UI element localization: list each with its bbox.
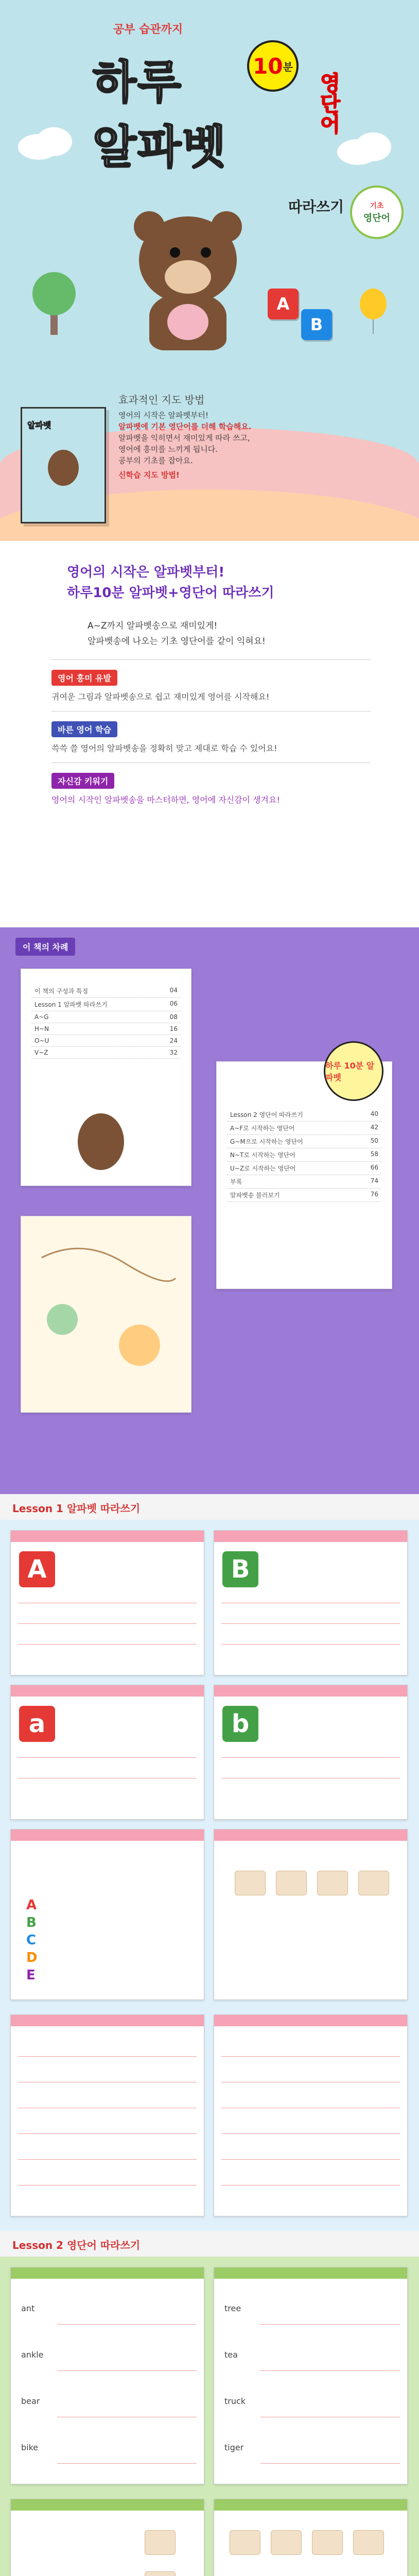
method-box	[118, 392, 319, 481]
intro-lead-1: 영어의 시작은 알파벳부터!	[67, 565, 225, 580]
method-highlight: 신학습 지도 방법!	[118, 470, 180, 480]
map-illustration	[21, 1216, 191, 1413]
cover-title: 알파벳	[27, 420, 51, 430]
word-sheet-right-2	[214, 2499, 408, 2576]
map-doodle-icon	[21, 1216, 191, 1412]
basic-word: 영단어	[363, 213, 391, 224]
section-tag-interest: 영어 흥미 유발	[51, 670, 117, 686]
hero-subtitle: 따라쓰기	[288, 198, 344, 215]
hero-title	[93, 46, 227, 176]
method-line: 알파벳에 기본 영단어를 더해 학습해요.	[118, 422, 252, 431]
intro-point-1: A~Z까지 알파벳송으로 재미있게!	[88, 621, 218, 631]
ten-minute-badge	[247, 40, 299, 92]
lesson2-bar-title: Lesson 2 영단어 따라쓰기	[12, 2239, 141, 2251]
toc-page-right: 하루 10분 알파벳 Lesson 2 영단어 따라쓰기 40 A~F로 시작하는 영단어 42 G~M으로 시작하는 영단어 50 N~T로 시작하는 영단어 58 U~Z로 시작하는 영단어 66 부록 74 알파벳송 불러보기 76	[216, 1061, 392, 1289]
word-sheet-left: ant ankle bear bike	[10, 2267, 204, 2484]
basic-word-badge	[350, 185, 404, 239]
bear-illustration	[78, 1113, 124, 1170]
section-tag-study: 바른 영어 학습	[51, 721, 117, 737]
book-cover-thumbnail	[21, 407, 106, 523]
book-title-badge: 하루 10분 알파벳	[324, 1041, 383, 1101]
method-title: 효과적인 지도 방법	[118, 394, 205, 406]
bear-mascot	[129, 216, 247, 350]
method-line: 공부의 기초를 잡아요.	[118, 456, 193, 465]
intro-point-2: 알파벳송에 나오는 기초 영단어를 같이 익혀요!	[88, 636, 266, 647]
method-line: 알파벳을 익히면서 재미있게 따라 쓰고,	[118, 433, 250, 443]
toc-section	[0, 927, 419, 1494]
section-text-confidence: 영어의 시작인 알파벳송을 마스터하면, 영어에 자신감이 생겨요!	[51, 795, 280, 805]
section-text-study: 쓱쓱 쓸 영어의 알파벳송을 정확히 맞고 제대로 학습 수 있어요!	[51, 743, 277, 753]
word-sheet-right: tree tea truck tiger	[214, 2267, 408, 2484]
hero-cover	[0, 0, 419, 541]
hero-title-line2: 알파벳	[93, 121, 228, 174]
worksheet-letter-list: A B C D E	[10, 1829, 204, 2000]
letter-cube-a: A	[268, 289, 299, 319]
hero-tagline: 공부 습관까지	[113, 23, 183, 36]
worksheet-picture-match	[214, 1829, 408, 2000]
lesson1-bar	[0, 1494, 419, 1520]
lesson1-bar-title: Lesson 1 알파벳 따라쓰기	[12, 1502, 141, 1515]
ten-unit: 분	[283, 60, 293, 73]
method-line: 영어에 흥미를 느끼게 됩니다.	[118, 445, 218, 454]
worksheet-trace-grid-1	[10, 2014, 204, 2216]
hero-title-line1: 하루	[93, 56, 183, 109]
worksheet-a-upper: A	[10, 1530, 204, 1675]
tree-icon	[31, 268, 77, 335]
lesson2-bar	[0, 2231, 419, 2257]
letter-cube-b: B	[301, 309, 332, 340]
basic-label: 기초	[370, 202, 384, 210]
ten-number: 10	[253, 53, 283, 79]
method-line: 영어의 시작은 알파벳부터!	[118, 411, 208, 420]
intro-lead-2: 하루10분 알파벳+영단어 따라쓰기	[67, 585, 274, 601]
toc-page-left: 이 책의 구성과 특징 04 Lesson 1 알파벳 따라쓰기 06 A~G 08 H~N 16 O~U 24 V~Z 32	[21, 969, 191, 1186]
cloud-icon	[15, 118, 77, 165]
intro-section	[0, 541, 419, 927]
word-sheet-left-2	[10, 2499, 204, 2576]
toc-band-title: 이 책의 차례	[15, 938, 75, 956]
hero-vertical-title: 영단어	[317, 72, 340, 134]
section-tag-confidence: 자신감 키워기	[51, 773, 114, 789]
worksheet-b-upper: B	[214, 1530, 408, 1675]
balloon-icon	[355, 289, 391, 335]
lesson2-preview	[0, 2257, 419, 2576]
cover-bear	[48, 450, 79, 486]
lesson1-preview	[0, 1520, 419, 2231]
worksheet-trace-grid-2	[214, 2014, 408, 2216]
worksheet-b-lower: b	[214, 1685, 408, 1820]
section-text-interest: 귀여운 그림과 알파벳송으로 쉽고 재미있게 영어를 시작해요!	[51, 692, 270, 702]
worksheet-a-lower: a	[10, 1685, 204, 1820]
cloud-icon	[335, 124, 396, 170]
